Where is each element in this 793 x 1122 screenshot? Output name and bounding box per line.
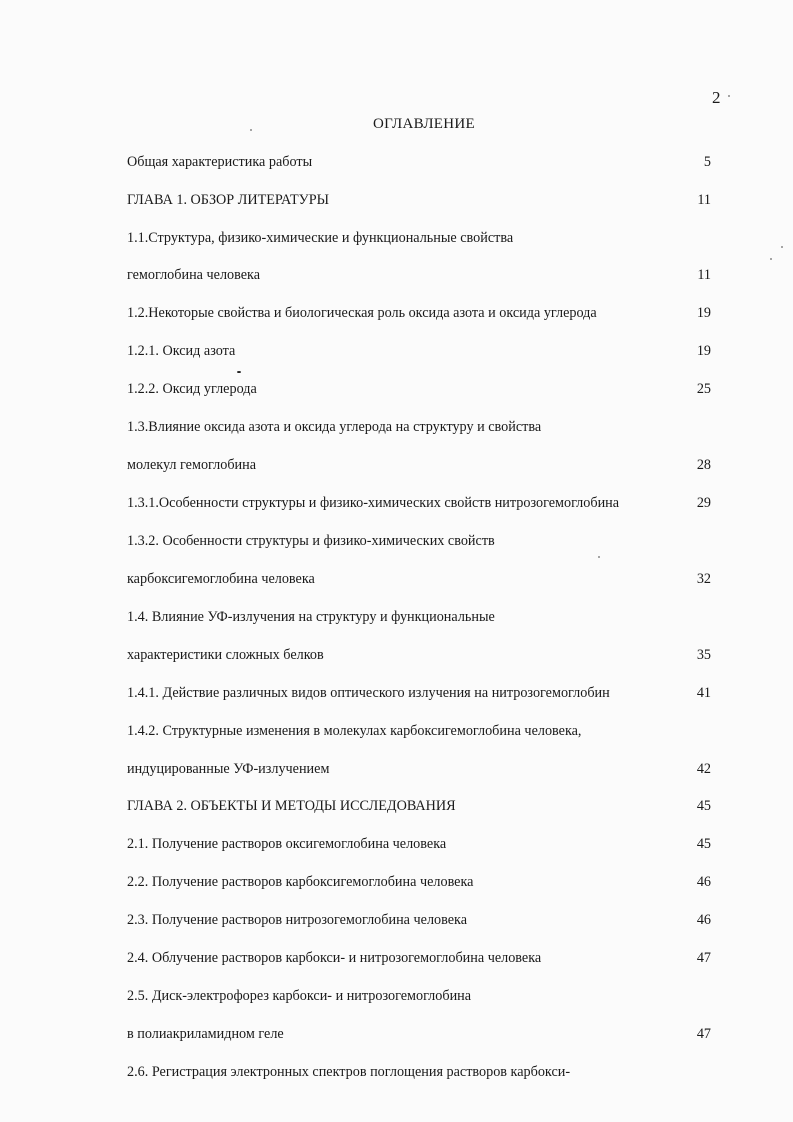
toc-line [127,417,711,437]
toc-line-text: характеристики сложных белков [127,647,324,663]
toc-line [127,265,711,285]
toc-line-text: 1.4.1. Действие различных видов оптического излучения на нитрозогемоглобин [127,685,610,701]
toc-line-text: 1.4. Влияние УФ-излучения на структуру и функциональные [127,609,495,625]
toc-line [127,796,711,816]
toc-line-text: 1.3.2. Особенности структуры и физико-химических свойств [127,533,495,549]
toc-line-text: 2.5. Диск-электрофорез карбокси- и нитрозогемоглобина [127,988,472,1004]
toc-line-page: 29 [696,495,711,511]
toc-line-text: карбоксигемоглобина человека [127,571,315,587]
toc-line-page: 45 [696,836,711,852]
toc-line-page: 19 [696,343,711,359]
scan-speck [250,129,252,131]
toc-line-text: Общая характеристика работы [127,154,313,170]
toc-line [127,379,711,399]
toc-line-text: 2.2. Получение растворов карбоксигемоглобина человека [127,874,474,890]
toc-line [127,455,711,475]
toc-line-text: ГЛАВА 2. ОБЪЕКТЫ И МЕТОДЫ ИССЛЕДОВАНИЯ [127,798,456,814]
toc-line [127,910,711,930]
toc-line-text: индуцированные УФ-излучением [127,761,330,777]
toc-line [127,645,711,665]
toc-line-text: в полиакриламидном геле [127,1026,284,1042]
toc-line-text: ГЛАВА 1. ОБЗОР ЛИТЕРАТУРЫ [127,192,329,208]
toc-line-page: 19 [696,305,711,321]
toc-line-text: 1.4.2. Структурные изменения в молекулах карбоксигемоглобина человека, [127,723,582,739]
toc-line-text: 1.1.Структура, физико-химические и функциональные свойства [127,230,514,246]
toc-line [127,303,711,323]
scan-speck [598,556,600,558]
toc-line [127,759,711,779]
toc-line-text: гемоглобина человека [127,267,261,283]
toc-line [127,228,711,248]
toc-line-page: 28 [696,457,711,473]
toc-line [127,341,711,361]
toc-line [127,834,711,854]
toc-line-text: 1.3.1.Особенности структуры и физико-химических свойств нитрозогемоглобина [127,495,620,511]
toc-line-text: молекул гемоглобина [127,457,257,473]
toc-line [127,1024,711,1044]
toc-line-text: 2.3. Получение растворов нитрозогемоглобина человека [127,912,468,928]
toc-line-page: 46 [696,912,711,928]
page-number: 2 [712,88,721,107]
toc-line [127,683,711,703]
toc-line [127,569,711,589]
toc-line-page: 32 [696,571,711,587]
toc-line [127,1062,711,1082]
toc-line-text: 2.1. Получение растворов оксигемоглобина человека [127,836,447,852]
toc-line-text: 2.6. Регистрация электронных спектров поглощения растворов карбокси- [127,1064,571,1080]
toc-line [127,493,711,513]
toc-title: ОГЛАВЛЕНИЕ [373,116,475,132]
toc-line [127,190,711,210]
toc-line-text: 1.3.Влияние оксида азота и оксида углерода на структуру и свойства [127,419,542,435]
toc-line [127,948,711,968]
scan-speck [781,246,783,248]
toc-line-page: 11 [697,267,711,283]
toc-line [127,607,711,627]
toc-line-page: 41 [696,685,711,701]
toc-line-page: 5 [703,154,711,170]
scan-speck [237,371,241,373]
toc-line-text: 2.4. Облучение растворов карбокси- и нитрозогемоглобина человека [127,950,542,966]
toc-line [127,721,711,741]
toc-line-page: 47 [696,950,711,966]
toc-line [127,872,711,892]
toc-line-page: 42 [696,761,711,777]
toc-line-page: 45 [696,798,711,814]
toc-line-text: 1.2.2. Оксид углерода [127,381,257,397]
toc-line-text: 1.2.1. Оксид азота [127,343,236,359]
toc-line [127,986,711,1006]
toc-line-text: 1.2.Некоторые свойства и биологическая роль оксида азота и оксида углерода [127,305,597,321]
scan-speck [728,95,730,97]
scan-speck [770,258,772,260]
toc-line-page: 25 [696,381,711,397]
toc-line-page: 46 [696,874,711,890]
toc-line-page: 47 [696,1026,711,1042]
toc-line [127,152,711,172]
toc-line-page: 35 [696,647,711,663]
toc-line [127,531,711,551]
toc-line-page: 11 [697,192,711,208]
